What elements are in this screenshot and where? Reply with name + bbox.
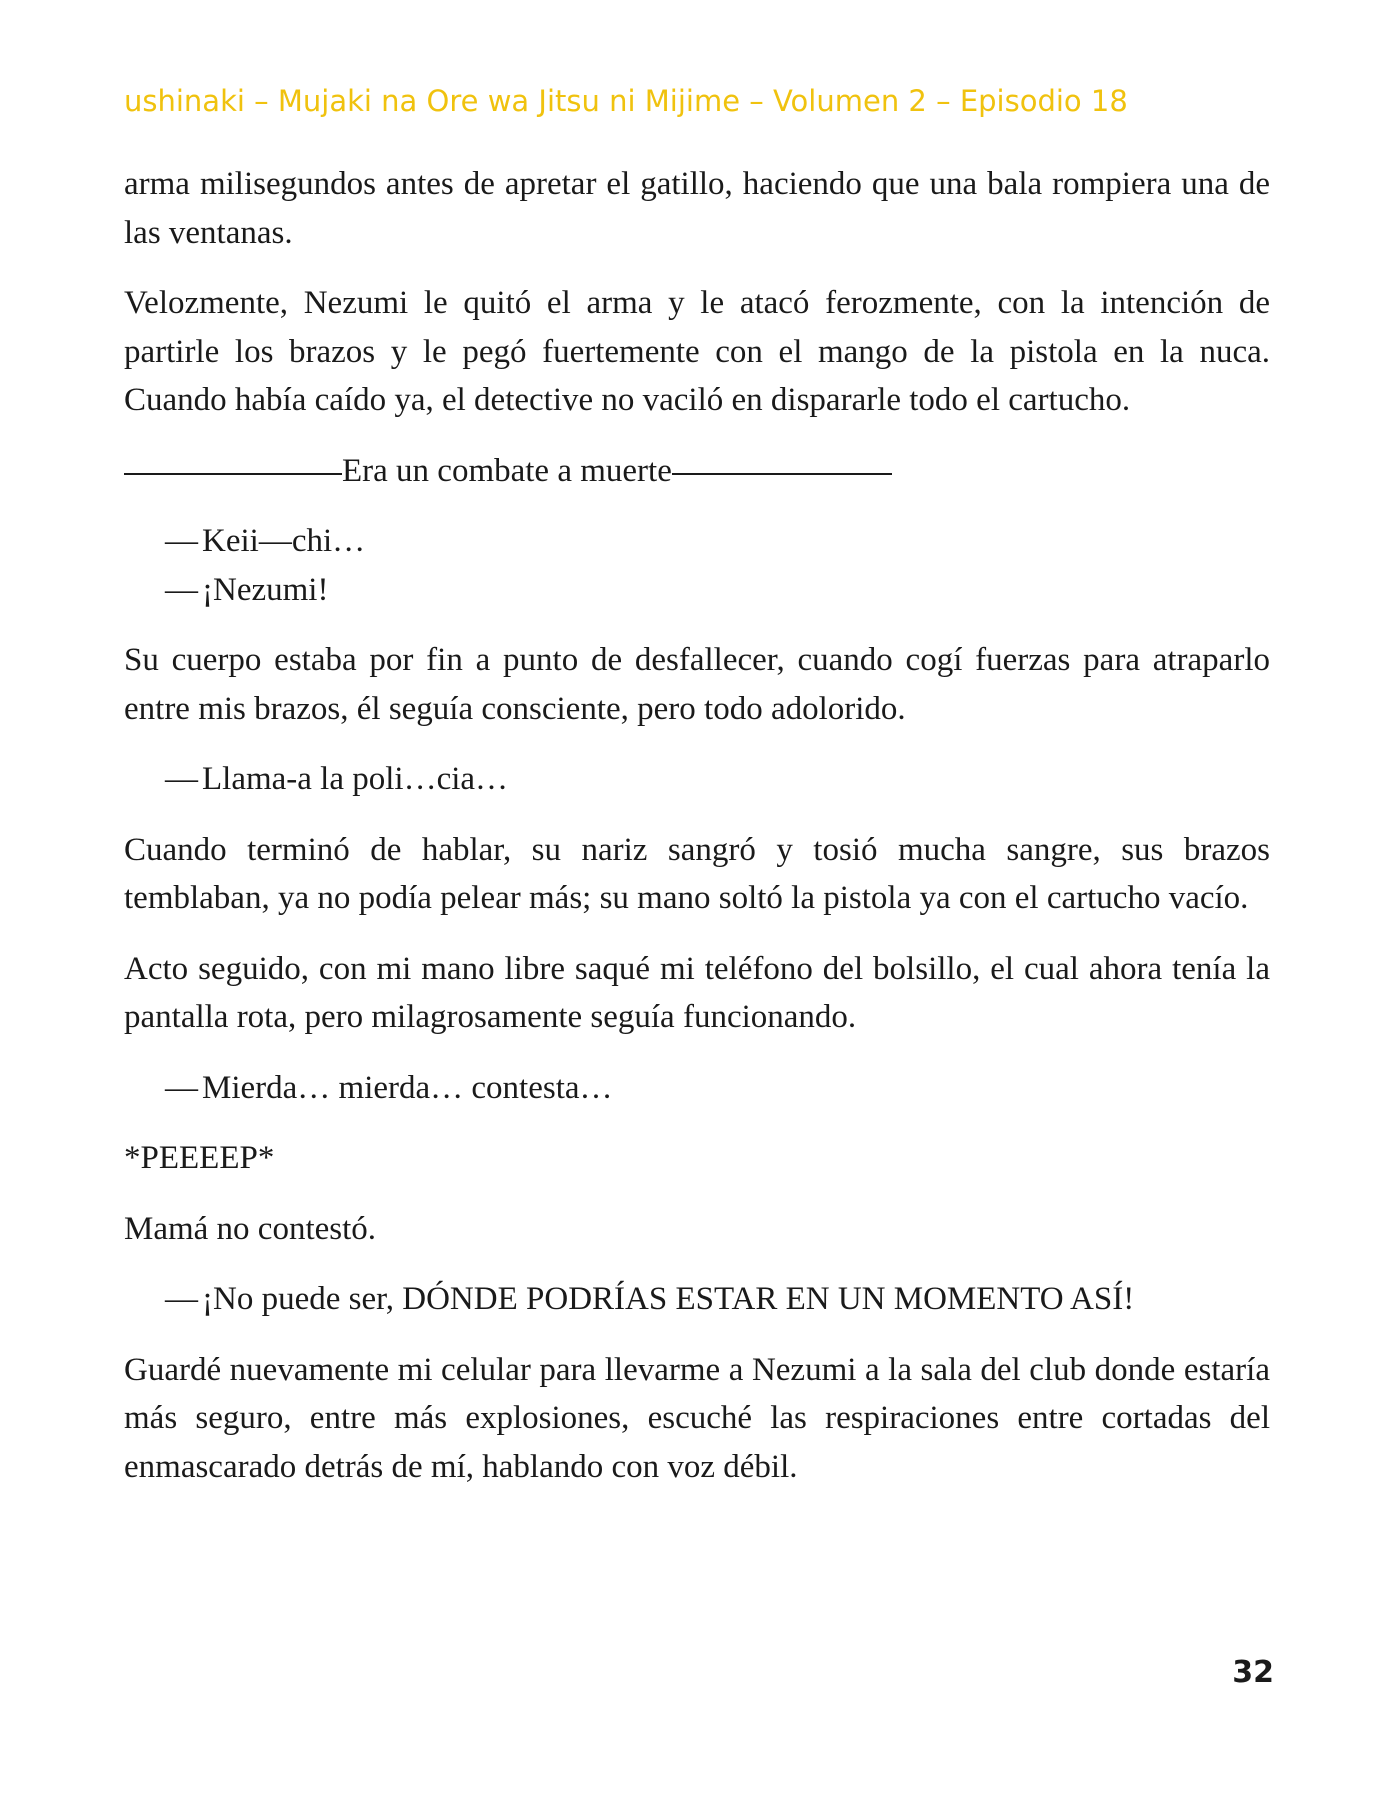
dialogue-text: ¡No puede ser, DÓNDE PODRÍAS ESTAR EN UN MOMENTO ASÍ! xyxy=(202,1281,1135,1317)
dialogue-block-4 xyxy=(165,1275,1270,1324)
separator-rule-right xyxy=(672,473,892,475)
dialogue-block-1 xyxy=(165,517,1270,614)
paragraph-7: Mamá no contestó. xyxy=(124,1210,377,1247)
dialogue-dash: — xyxy=(165,761,198,797)
running-header: ushinaki – Mujaki na Ore wa Jitsu ni Mijime – Volumen 2 – Episodio 18 xyxy=(124,84,1128,118)
dialogue-block-2 xyxy=(165,755,1270,804)
dialogue-dash: — xyxy=(165,1069,198,1106)
dialogue-dash: — xyxy=(165,571,198,608)
paragraph-3: Su cuerpo estaba por fin a punto de desfallecer, cuando cogí fuerzas para atraparlo entre mis brazos, él seguía consciente, pero todo adolorido. xyxy=(124,642,1270,727)
dialogue-dash: — xyxy=(165,523,198,559)
page-body xyxy=(124,160,1270,1513)
paragraph-2: Velozmente, Nezumi le quitó el arma y le atacó ferozmente, con la intención de partirle los brazos y le pegó fuertemente con el mango de la pistola en la nuca. Cuando había caído ya, el detective no vaciló en dispararle todo el cartucho. xyxy=(124,285,1270,418)
dialogue-text: ¡Nezumi! xyxy=(202,571,329,608)
dialogue-line xyxy=(165,517,1270,566)
dialogue-block-3 xyxy=(165,1064,1270,1113)
separator-rule-left xyxy=(124,473,342,475)
page-number: 32 xyxy=(1232,1655,1274,1690)
scene-separator xyxy=(124,447,1270,496)
dialogue-text: Llama-a la poli…cia… xyxy=(202,761,509,797)
paragraph-5: Acto seguido, con mi mano libre saqué mi teléfono del bolsillo, el cual ahora tenía la pantalla rota, pero milagrosamente seguía funcionando. xyxy=(124,950,1270,1035)
dialogue-line xyxy=(165,1275,1270,1324)
dialogue-line xyxy=(165,566,1270,615)
paragraph-1: arma milisegundos antes de apretar el gatillo, haciendo que una bala rompiera una de las ventanas. xyxy=(124,166,1270,251)
dialogue-text: Mierda… mierda… contesta… xyxy=(202,1069,613,1106)
dialogue-text: Keii—chi… xyxy=(202,523,366,559)
dialogue-line xyxy=(165,755,1270,804)
paragraph-8: Guardé nuevamente mi celular para llevarme a Nezumi a la sala del club donde estaría más seguro, entre más explosiones, escuché las respiraciones entre cortadas del enmascarado detrás de mí, hablando con voz débil. xyxy=(124,1351,1270,1485)
separator-text: Era un combate a muerte xyxy=(342,452,672,489)
paragraph-4: Cuando terminó de hablar, su nariz sangró y tosió mucha sangre, sus brazos temblaban, ya no podía pelear más; su mano soltó la pistola ya con el cartucho vacío. xyxy=(124,831,1270,916)
dialogue-dash: — xyxy=(165,1281,198,1317)
dialogue-line xyxy=(165,1064,1270,1113)
sound-effect: *PEEEEP* xyxy=(124,1140,275,1176)
